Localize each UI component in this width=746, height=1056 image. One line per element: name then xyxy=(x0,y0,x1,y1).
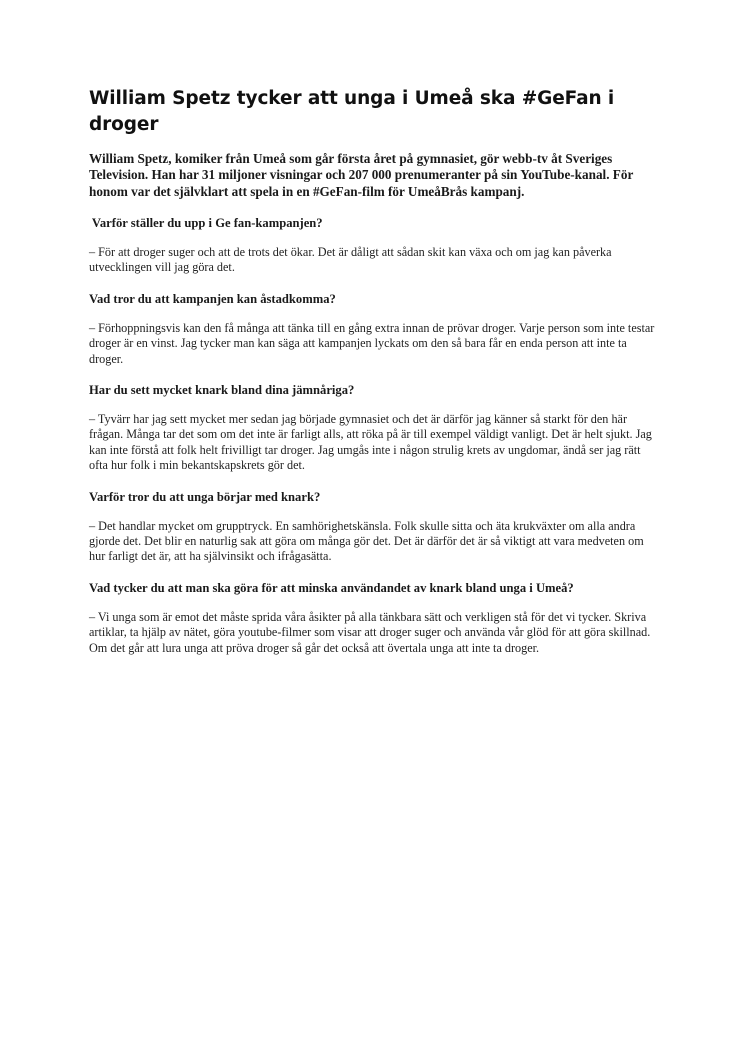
article-lead: William Spetz, komiker från Umeå som går första året på gymnasiet, gör webb-tv åt Sveriges Television. Han har 31 miljoner visningar och 207 000 prenumeranter på sin YouTube-kanal. För honom var det självklart att spela in en #GeFan-film för UmeåBrås kampanj. xyxy=(89,151,634,199)
answer-4: – Det handlar mycket om grupptryck. En samhörighetskänsla. Folk skulle sitta och äta krukväxter om alla andra gjorde det. Det blir en naturlig sak att göra om många gör det. Det är därför det är så viktigt att vara medveten om hur farligt det är, att ha självinsikt och ifrågasätta. xyxy=(89,518,644,564)
question-3: Har du sett mycket knark bland dina jämnåriga? xyxy=(89,382,355,397)
answer-3: – Tyvärr har jag sett mycket mer sedan jag började gymnasiet och det är därför jag känner så starkt för den här frågan. Många tar det som om det inte är farligt alls, att röka på är till exempel väldigt vanligt. Det är helt sjukt. Jag kan inte förstå att folk helt frivilligt tar droger. Jag umgås inte i någon strulig krets av ungdomar, ändå ser jag rätt ofta hur folk i min bekantskapskrets gör det. xyxy=(89,411,652,473)
question-1: Varför ställer du upp i Ge fan-kampanjen? xyxy=(89,215,323,230)
question-2: Vad tror du att kampanjen kan åstadkomma? xyxy=(89,291,336,306)
answer-2: – Förhoppningsvis kan den få många att tänka till en gång extra innan de prövar droger. Varje person som inte testar droger är en vinst. Jag tycker man kan säga att kampanjen lyckats om den så bara får en enda person att inte ta droger. xyxy=(89,320,655,366)
answer-5: – Vi unga som är emot det måste sprida våra åsikter på alla tänkbara sätt och verkligen stå för det vi tycker. Skriva artiklar, ta hjälp av nätet, göra youtube-filmer som visar att droger suger och använda vår glöd för att göra skillnad. Om det går att lura unga att pröva droger så går det också att övertala unga att inte ta droger. xyxy=(89,609,651,655)
article-title: William Spetz tycker att unga i Umeå ska #GeFan i droger xyxy=(89,88,615,135)
question-4: Varför tror du att unga börjar med knark? xyxy=(89,489,321,504)
answer-1: – För att droger suger och att de trots det ökar. Det är dåligt att sådan skit kan växa och om jag kan påverka utvecklingen vill jag göra det. xyxy=(89,244,612,275)
question-5: Vad tycker du att man ska göra för att minska användandet av knark bland unga i Umeå? xyxy=(89,580,574,595)
document-page xyxy=(89,86,661,671)
